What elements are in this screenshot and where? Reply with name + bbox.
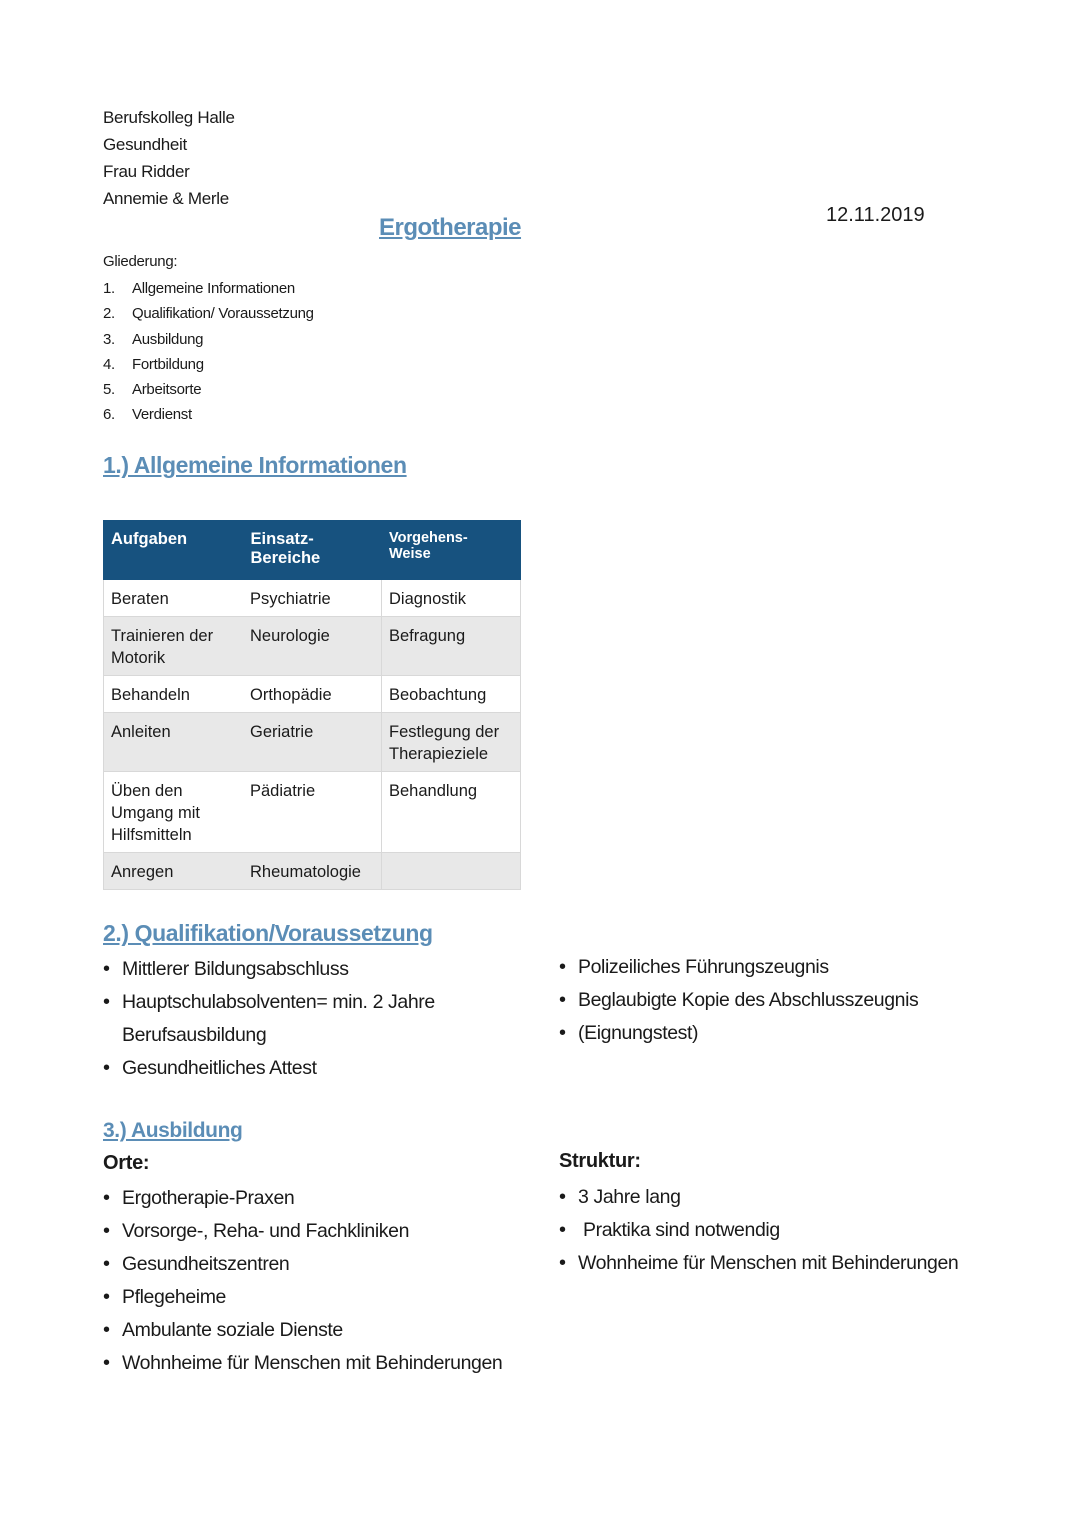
outline-number: 5. [103, 381, 115, 399]
section-heading-qualification: 2.) Qualifikation/Voraussetzung [103, 920, 433, 946]
outline-item [103, 377, 314, 402]
table-row [104, 580, 521, 617]
outline-label: Arbeitsorte [132, 381, 202, 399]
table-cell: Beobachtung [382, 676, 521, 713]
table-cell: Trainieren der Motorik [104, 617, 244, 676]
table-cell: Anleiten [104, 713, 244, 772]
list-item: • Beglaubigte Kopie des Abschlusszeugnis [559, 984, 979, 1017]
table-cell: Anregen [104, 853, 244, 890]
list-item: • Wohnheime für Menschen mit Behinderungen [559, 1247, 1029, 1280]
table-row [104, 713, 521, 772]
qualification-list-right [559, 951, 979, 1050]
table-header-cell: Aufgaben [104, 521, 244, 580]
outline-item [103, 327, 314, 352]
table-cell: Neurologie [243, 617, 382, 676]
outline-label: Verdienst [132, 406, 192, 424]
table-cell: Befragung [382, 617, 521, 676]
document-date: 12.11.2019 [826, 204, 925, 226]
list-item: • Vorsorge-, Reha- und Fachkliniken [103, 1215, 543, 1248]
header-block [103, 104, 235, 212]
table-row [104, 617, 521, 676]
orte-list [103, 1182, 543, 1380]
outline-number: 6. [103, 406, 115, 424]
list-item: • Mittlerer Bildungsabschluss [103, 953, 463, 986]
table-cell: Geriatrie [243, 713, 382, 772]
table-cell: Behandlung [382, 772, 521, 853]
list-item: • Wohnheime für Menschen mit Behinderungen [103, 1347, 543, 1380]
table-row [104, 676, 521, 713]
table-cell: Festlegung der Therapieziele [382, 713, 521, 772]
table-cell: Beraten [104, 580, 244, 617]
qualification-list-left [103, 953, 463, 1085]
orte-heading: Orte: [103, 1152, 150, 1174]
table-row [104, 772, 521, 853]
struktur-list [559, 1181, 1029, 1280]
struktur-heading: Struktur: [559, 1150, 641, 1172]
list-item: • Pflegeheime [103, 1281, 543, 1314]
school-name: Berufskolleg Halle [103, 108, 235, 127]
list-item: • Ambulante soziale Dienste [103, 1314, 543, 1347]
table-cell: Pädiatrie [243, 772, 382, 853]
table-cell: Orthopädie [243, 676, 382, 713]
list-item: • Gesundheitliches Attest [103, 1052, 463, 1085]
teacher-name: Frau Ridder [103, 162, 190, 181]
section-heading-info: 1.) Allgemeine Informationen [103, 452, 407, 478]
list-item: • Ergotherapie-Praxen [103, 1182, 543, 1215]
page-title: Ergotherapie [379, 214, 522, 241]
outline-number: 4. [103, 355, 115, 373]
outline-item [103, 276, 314, 301]
list-item: • Gesundheitszentren [103, 1248, 543, 1281]
table-cell [382, 853, 521, 890]
outline-number: 1. [103, 280, 115, 297]
section-heading-training: 3.) Ausbildung [103, 1119, 243, 1142]
table-row [104, 853, 521, 890]
outline-label: Qualifikation/ Voraussetzung [132, 305, 314, 323]
list-item: • Praktika sind notwendig [559, 1214, 1029, 1247]
table-cell: Diagnostik [382, 580, 521, 617]
list-item: • Polizeiliches Führungszeugnis [559, 951, 979, 984]
list-item: • 3 Jahre lang [559, 1181, 1029, 1214]
table-header-row [104, 521, 521, 580]
outline [103, 251, 314, 428]
list-item: • Hauptschulabsolventen= min. 2 Jahre Berufsausbildung [103, 986, 463, 1052]
table-cell: Rheumatologie [243, 853, 382, 890]
outline-label: Fortbildung [132, 355, 204, 373]
outline-item [103, 352, 314, 377]
info-table [103, 520, 521, 890]
outline-item [103, 301, 314, 326]
table-header-cell: Einsatz- Bereiche [243, 521, 382, 580]
table-cell: Üben den Umgang mit Hilfsmitteln [104, 772, 244, 853]
outline-item [103, 402, 314, 427]
subject-name: Gesundheit [103, 135, 187, 154]
author-names: Annemie & Merle [103, 189, 229, 208]
table-cell: Behandeln [104, 676, 244, 713]
outline-title: Gliederung: [103, 253, 178, 270]
outline-label: Ausbildung [132, 330, 204, 348]
outline-number: 2. [103, 305, 115, 323]
table-cell: Psychiatrie [243, 580, 382, 617]
outline-number: 3. [103, 330, 115, 348]
table-header-cell: Vorgehens- Weise [382, 521, 521, 580]
outline-label: Allgemeine Informationen [132, 280, 295, 297]
list-item: • (Eignungstest) [559, 1017, 979, 1050]
